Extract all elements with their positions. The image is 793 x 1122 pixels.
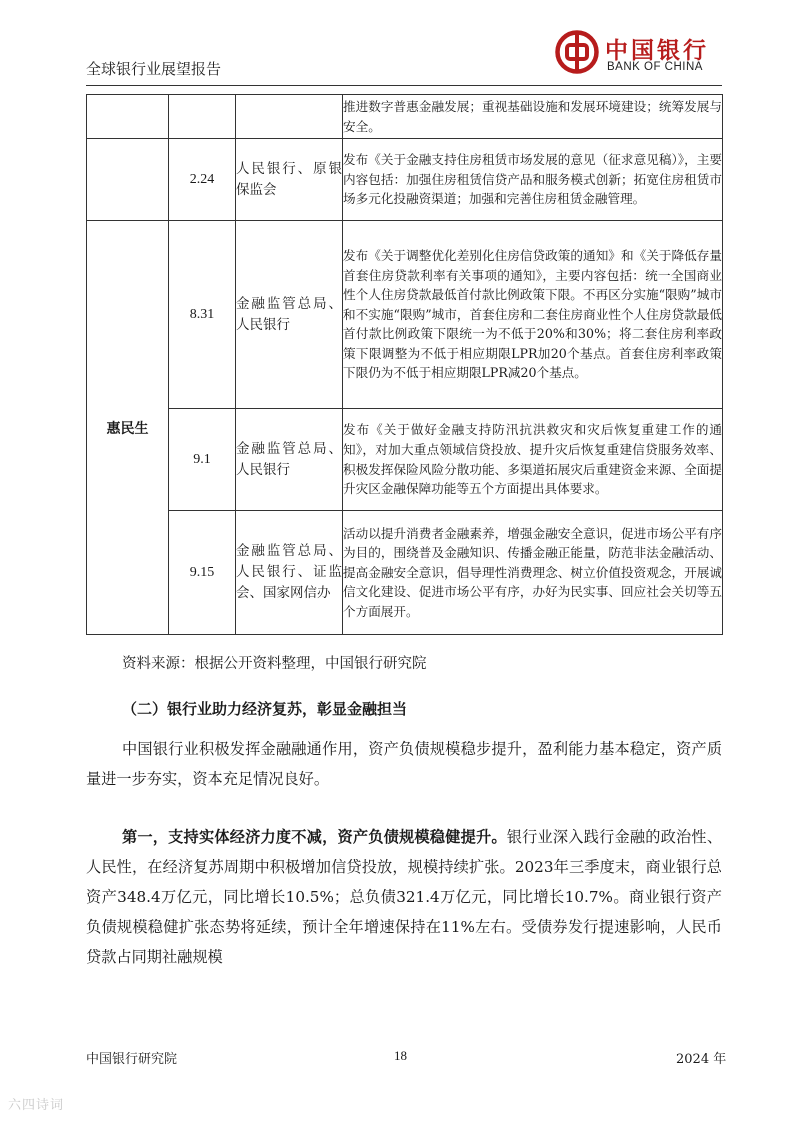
date-cell: 9.1 (169, 409, 236, 511)
org-cell: 金融监管总局、人民银行、证监会、国家网信办 (236, 511, 343, 635)
org-cell-empty (236, 95, 343, 139)
footer-institute: 中国银行研究院 (86, 1052, 178, 1067)
source-note: 资料来源：根据公开资料整理，中国银行研究院 (122, 656, 427, 672)
date-cell: 9.15 (169, 511, 236, 635)
logo-chinese-name: 中国银行 (605, 37, 709, 64)
content-cell: 发布《关于做好金融支持防汛抗洪救灾和灾后恢复重建工作的通知》，对加大重点领域信贷投放、提升灾后恢复重建信贷服务效率、积极发挥保险风险分散功能、多渠道拓展灾后重建资金来源、全面提升灾区金融保障功能等五个方面提出具体要求。 (343, 409, 723, 511)
watermark: 六四诗词 (8, 1098, 65, 1113)
table-row (87, 139, 723, 221)
body-paragraph: 中国银行业积极发挥金融融通作用，资产负债规模稳步提升，盈利能力基本稳定，资产质量进一步夯实，资本充足情况良好。 (86, 740, 722, 788)
section-heading: （二）银行业助力经济复苏，彰显金融担当 (122, 700, 408, 718)
date-cell-empty (169, 95, 236, 139)
date-cell: 2.24 (169, 139, 236, 221)
policy-table (86, 94, 723, 635)
table-row (87, 221, 723, 409)
org-cell: 金融监管总局、人民银行 (236, 221, 343, 409)
table-row (87, 95, 723, 139)
page-number: 18 (394, 1048, 407, 1063)
bank-of-china-emblem-icon (555, 30, 599, 74)
org-cell: 金融监管总局、人民银行 (236, 409, 343, 511)
paragraph-lead: 第一，支持实体经济力度不减，资产负债规模稳健提升。 (122, 828, 507, 846)
content-cell: 发布《关于调整优化差别化住房信贷政策的通知》和《关于降低存量首套住房贷款利率有关事项的通知》，主要内容包括：统一全国商业性个人住房贷款最低首付款比例政策下限。不再区分实施“限购”城市和不实施“限购”城市，首套住房和二套住房商业性个人住房贷款最低首付款比例政策下限统一为不低于20%和30%；将二套住房利率政策下限调整为不低于相应期限LPR加20个基点。首套住房利率政策下限仍为不低于相应期限LPR减20个基点。 (343, 221, 723, 409)
body-paragraph (86, 822, 722, 972)
content-cell: 活动以提升消费者金融素养，增强金融安全意识，促进市场公平有序为目的，围绕普及金融知识、传播金融正能量，防范非法金融活动、提高金融安全意识，倡导理性消费理念、树立价值投资观念，开展诚信文化建设、促进市场公平有序，办好为民实事、回应社会关切等五个方面展开。 (343, 511, 723, 635)
report-title: 全球银行业展望报告 (86, 60, 222, 78)
category-cell-empty (87, 139, 169, 221)
date-cell: 8.31 (169, 221, 236, 409)
content-cell: 发布《关于金融支持住房租赁市场发展的意见（征求意见稿）》，主要内容包括：加强住房租赁信贷产品和服务模式创新；拓宽住房租赁市场多元化投融资渠道；加强和完善住房租赁金融管理。 (343, 139, 723, 221)
header-divider (86, 85, 722, 86)
footer-year: 2024 年 (676, 1052, 727, 1067)
content-cell: 推进数字普惠金融发展；重视基础设施和发展环境建设；统筹发展与安全。 (343, 95, 723, 139)
logo-english-name: BANK OF CHINA (607, 61, 703, 73)
paragraph-body: 银行业深入践行金融的政治性、人民性，在经济复苏周期中积极增加信贷投放，规模持续扩张。2023年三季度末，商业银行总资产348.4万亿元，同比增长10.5%；总负债321.4万亿元，同比增长10.7%。商业银行资产负债规模稳健扩张态势将延续，预计全年增速保持在11%左右。受债券发行提速影响，人民币贷款占同期社融规模 (86, 828, 723, 966)
bank-logo (555, 30, 715, 78)
category-cell-empty (87, 95, 169, 139)
table-row (87, 511, 723, 635)
org-cell: 人民银行、原银保监会 (236, 139, 343, 221)
category-cell: 惠民生 (87, 221, 169, 635)
table-row (87, 409, 723, 511)
